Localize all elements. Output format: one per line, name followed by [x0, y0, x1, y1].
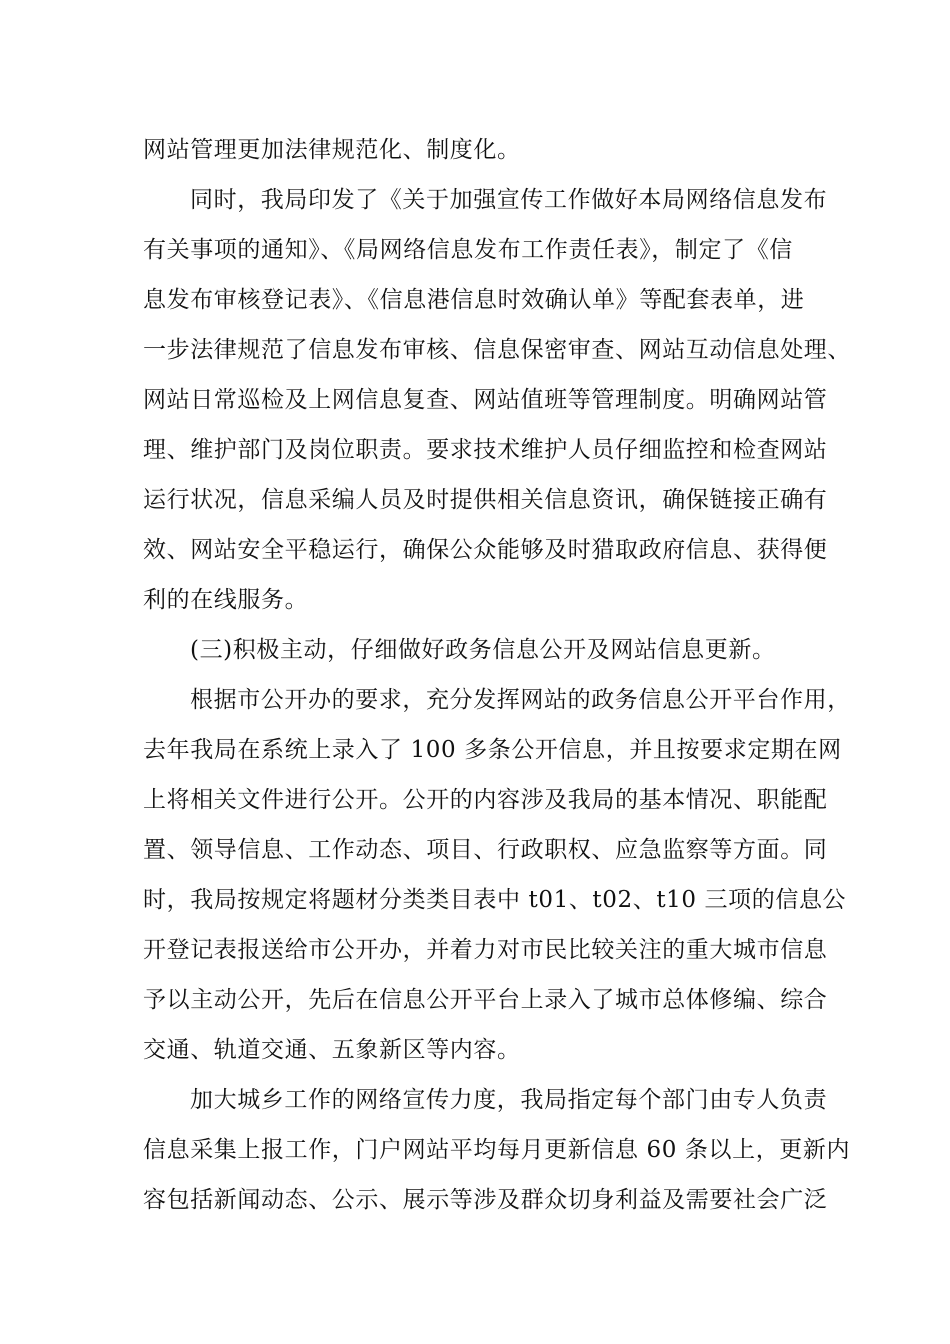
text-line: 息发布审核登记表》、《信息港信息时效确认单》等配套表单，进 [143, 287, 805, 313]
text-line: 加大城乡工作的网络宣传力度，我局指定每个部门由专人负责 [190, 1087, 828, 1113]
text-line: 时，我局按规定将题材分类类目表中 t01、t02、t10 三项的信息公 [143, 887, 847, 913]
text-line: 同时，我局印发了《关于加强宣传工作做好本局网络信息发布 [190, 187, 828, 213]
text-line: 予以主动公开，先后在信息公开平台上录入了城市总体修编、综合 [143, 987, 828, 1013]
text-line: 开登记表报送给市公开办，并着力对市民比较关注的重大城市信息 [143, 937, 828, 963]
text-line: 利的在线服务。 [143, 587, 309, 613]
text-line: 理、维护部门及岗位职责。要求技术维护人员仔细监控和检查网站 [143, 437, 828, 463]
text-line: 有关事项的通知》、《局网络信息发布工作责任表》，制定了《信 [143, 237, 793, 263]
text-line: 容包括新闻动态、公示、展示等涉及群众切身利益及需要社会广泛 [143, 1187, 828, 1213]
text-line: 置、领导信息、工作动态、项目、行政职权、应急监察等方面。同 [143, 837, 828, 863]
text-line: 运行状况，信息采编人员及时提供相关信息资讯，确保链接正确有 [143, 487, 828, 513]
text-line: 网站日常巡检及上网信息复查、网站值班等管理制度。明确网站管 [143, 387, 828, 413]
text-line: 效、网站安全平稳运行，确保公众能够及时猎取政府信息、获得便 [143, 537, 828, 563]
section-heading: (三)积极主动，仔细做好政务信息公开及网站信息更新。 [190, 637, 776, 663]
text-line: 交通、轨道交通、五象新区等内容。 [143, 1037, 521, 1063]
text-line: 网站管理更加法律规范化、制度化。 [143, 137, 521, 163]
text-line: 上将相关文件进行公开。公开的内容涉及我局的基本情况、职能配 [143, 787, 828, 813]
text-line: 信息采集上报工作，门户网站平均每月更新信息 60 条以上，更新内 [143, 1137, 851, 1163]
text-line: 根据市公开办的要求，充分发挥网站的政务信息公开平台作用， [190, 687, 851, 713]
text-line: 去年我局在系统上录入了 100 多条公开信息，并且按要求定期在网 [143, 737, 842, 763]
text-line: 一步法律规范了信息发布审核、信息保密审查、网站互动信息处理、 [143, 337, 851, 363]
